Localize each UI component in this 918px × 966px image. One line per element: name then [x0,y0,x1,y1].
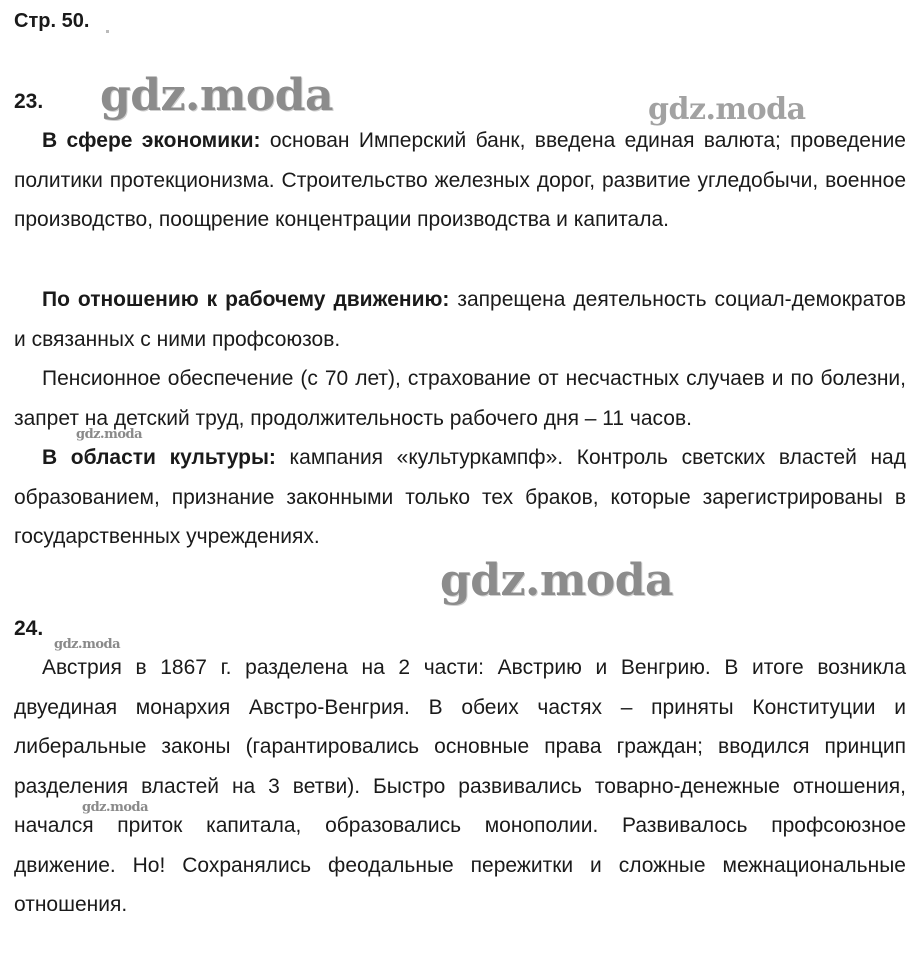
paragraph-text: кампания «культуркампф». Контроль светских властей над образованием, признание законными только тех браков, которые зарегистрированы в государственных учреждениях. [14,446,906,548]
paragraph-social [14,359,906,438]
stray-mark [106,30,109,33]
paragraph-text: запрещена деятельность социал-демократов и связанных с ними профсоюзов. [14,288,907,351]
paragraph-culture [14,438,906,557]
paragraph-text: Австрия в 1867 г. разделена на 2 части: Австрию и Венгрию. В итоге возникла двуединая монархия Австро-Венгрия. В обеих частях – приняты Конституции и либеральные законы (гарантировались основные права граждан; вводился принцип разделения властей на 3 ветви). Быстро развивались товарно-денежные отношения, начался приток капитала, образовались монополии. Развивалось профсоюзное движение. Но! Сохранялись феодальные пережитки и сложные межнациональные отношения. [14,656,906,916]
paragraph-economy [14,121,906,240]
watermark-logo: gdz.moda [648,92,806,127]
watermark-logo: gdz.moda [440,555,674,606]
paragraph-labor [14,280,906,359]
watermark-logo: gdz.moda [76,427,143,442]
paragraph-text: Пенсионное обеспечение (с 70 лет), страхование от несчастных случаев и по болезни, запрет на детский труд, продолжительность рабочего дня – 11 часов. [14,367,906,430]
watermark-logo: gdz.moda [54,637,121,652]
watermark-logo: gdz.moda [100,70,334,121]
page-label: Стр. 50. [14,10,90,32]
task-number-24: 24. [14,617,44,640]
paragraph-heading: В области культуры: [42,446,276,469]
paragraph-text: основан Имперский банк, введена единая валюта; проведение политики протекционизма. Строительство железных дорог, развитие угледобычи, военное производство, поощрение концентрации производства и капитала. [14,129,906,231]
task-number-23: 23. [14,90,44,113]
paragraph-heading: В сфере экономики: [42,129,261,152]
watermark-logo: gdz.moda [82,800,149,815]
paragraph-austria [14,648,906,925]
paragraph-heading: По отношению к рабочему движению: [42,288,450,311]
